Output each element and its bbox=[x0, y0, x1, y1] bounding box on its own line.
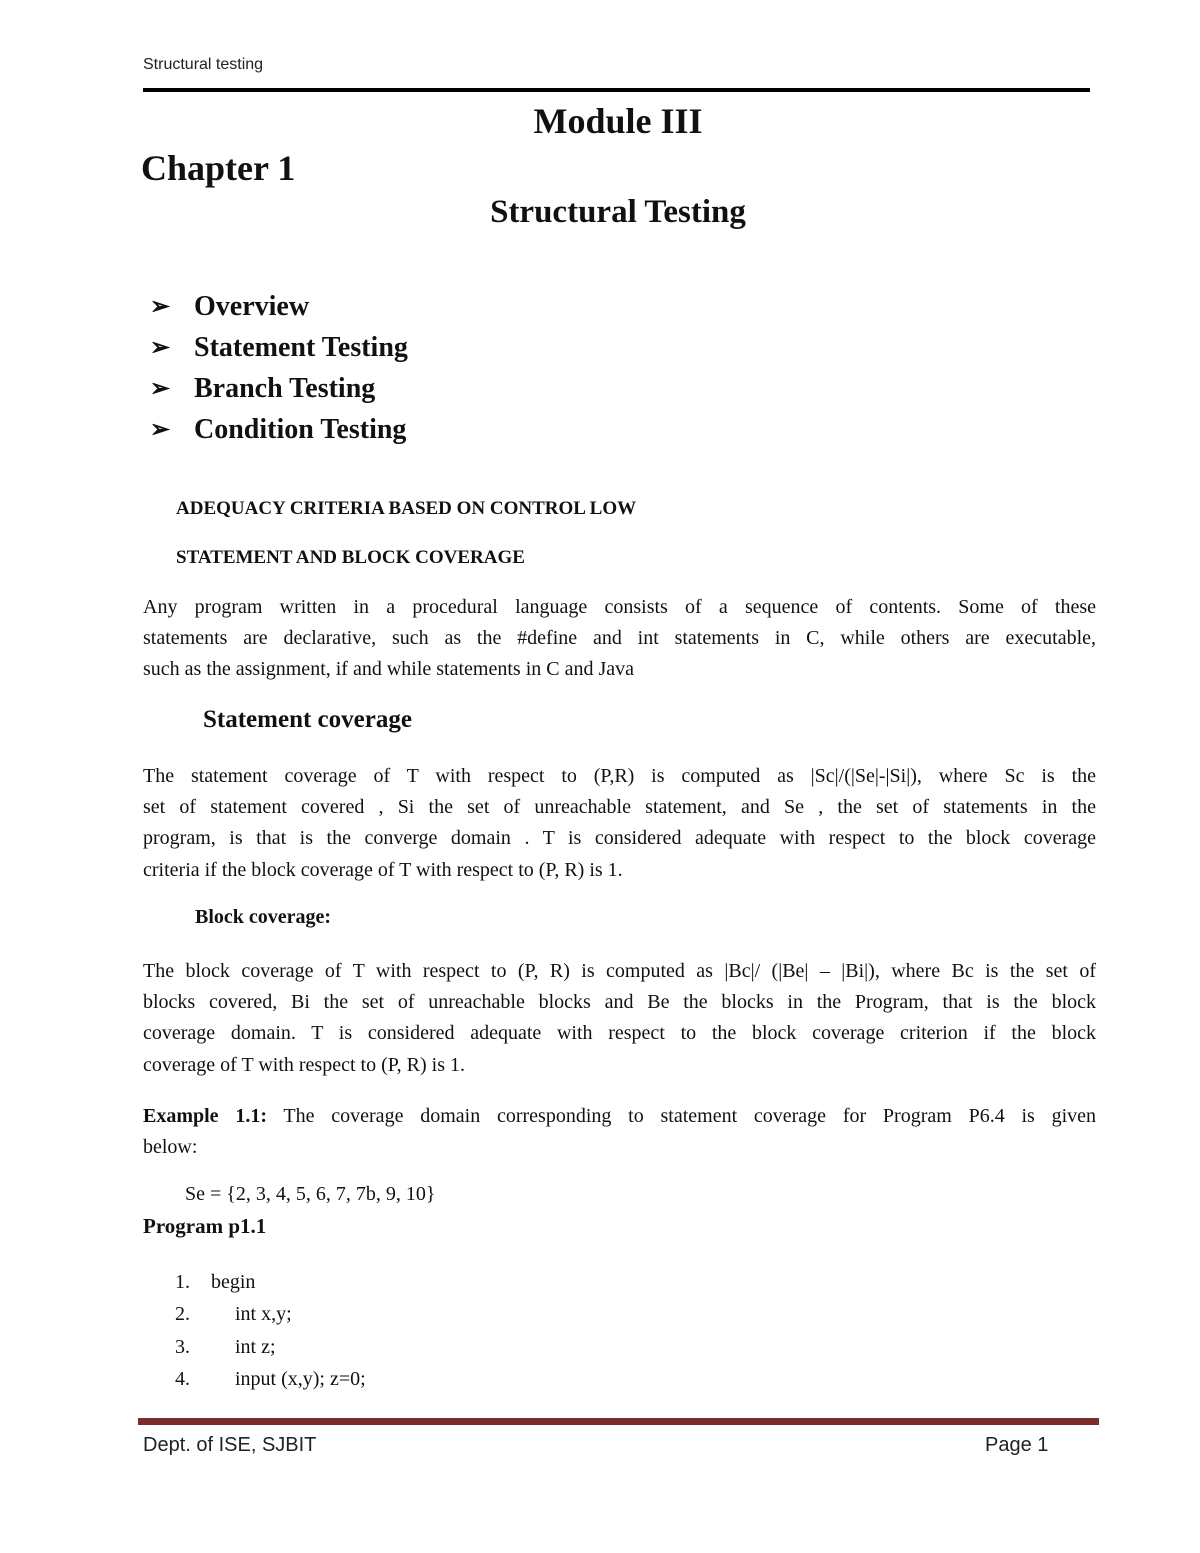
topic-label: Branch Testing bbox=[194, 373, 376, 404]
list-item bbox=[150, 411, 408, 452]
arrow-bullet-icon: ➢ bbox=[150, 294, 171, 320]
line-number: 1. bbox=[175, 1271, 190, 1293]
section-heading-criteria: ADEQUACY CRITERIA BASED ON CONTROL LOW bbox=[176, 498, 637, 519]
paragraph-line: coverage of T with respect to (P, R) is 1. bbox=[143, 1053, 465, 1076]
list-item bbox=[150, 329, 408, 370]
line-number: 3. bbox=[175, 1335, 190, 1358]
arrow-bullet-icon: ➢ bbox=[150, 376, 171, 402]
example-label: Example 1.1: bbox=[143, 1105, 267, 1127]
arrow-bullet-icon: ➢ bbox=[150, 417, 171, 443]
header-rule bbox=[143, 88, 1090, 92]
paragraph-line: The block coverage of T with respect to (P, R) is computed as |Bc|/ (|Be| – |Bi|), where Bc is the set of bbox=[143, 960, 1096, 982]
paragraph-line: criteria if the block coverage of T with respect to (P, R) is 1. bbox=[143, 858, 623, 881]
paragraph-line: Any program written in a procedural language consists of a sequence of contents. Some of these bbox=[143, 596, 1096, 618]
module-title: Module III bbox=[533, 101, 703, 141]
topic-list bbox=[150, 288, 408, 452]
paragraph-line: statements are declarative, such as the #define and int statements in C, while others are executable, bbox=[143, 627, 1096, 650]
section-heading-coverage: STATEMENT AND BLOCK COVERAGE bbox=[176, 547, 525, 568]
paragraph-line: such as the assignment, if and while statements in C and Java bbox=[143, 658, 635, 681]
arrow-bullet-icon: ➢ bbox=[150, 335, 171, 361]
line-number: 4. bbox=[175, 1367, 190, 1390]
statement-coverage-paragraph bbox=[143, 761, 1096, 886]
code-line bbox=[175, 1266, 366, 1298]
code-text: int x,y; bbox=[235, 1303, 292, 1326]
chapter-title: Chapter 1 bbox=[141, 148, 296, 188]
topic-label: Condition Testing bbox=[194, 414, 407, 445]
paragraph-line: below: bbox=[143, 1136, 198, 1159]
program-listing bbox=[175, 1266, 366, 1395]
block-coverage-paragraph bbox=[143, 956, 1096, 1081]
statement-coverage-heading: Statement coverage bbox=[203, 706, 412, 733]
paragraph-line: blocks covered, Bi the set of unreachable blocks and Be the blocks in the Program, that is the block bbox=[143, 991, 1096, 1014]
list-item bbox=[150, 370, 408, 411]
paragraph-line: The statement coverage of T with respect to (P,R) is computed as |Sc|/(|Se|-|Si|), where Sc is the bbox=[143, 765, 1096, 787]
footer-rule bbox=[138, 1418, 1099, 1425]
list-item bbox=[150, 288, 408, 329]
code-text: int z; bbox=[235, 1335, 276, 1358]
line-number: 2. bbox=[175, 1303, 190, 1326]
topic-label: Overview bbox=[194, 291, 310, 322]
program-title: Program p1.1 bbox=[143, 1214, 267, 1238]
paragraph-line: set of statement covered , Si the set of unreachable statement, and Se , the set of statements in the bbox=[143, 796, 1096, 819]
example-text: The coverage domain corresponding to statement coverage for Program P6.4 is given bbox=[267, 1105, 1097, 1127]
code-text: input (x,y); z=0; bbox=[235, 1367, 366, 1390]
footer-department: Dept. of ISE, SJBIT bbox=[143, 1434, 317, 1456]
running-header: Structural testing bbox=[143, 56, 264, 73]
code-line bbox=[175, 1331, 366, 1363]
footer-page-number: Page 1 bbox=[985, 1434, 1049, 1456]
code-line bbox=[175, 1363, 366, 1395]
code-text: begin bbox=[211, 1271, 256, 1293]
topic-label: Statement Testing bbox=[194, 332, 408, 363]
page-title: Structural Testing bbox=[490, 194, 746, 230]
example-paragraph bbox=[143, 1101, 1096, 1163]
intro-paragraph bbox=[143, 592, 1096, 686]
paragraph-line bbox=[143, 1101, 1096, 1132]
paragraph-line: program, is that is the converge domain . T is considered adequate with respect to the block coverage bbox=[143, 827, 1096, 850]
paragraph-line: coverage domain. T is considered adequate with respect to the block coverage criterion if the block bbox=[143, 1022, 1096, 1045]
coverage-domain-set: Se = {2, 3, 4, 5, 6, 7, 7b, 9, 10} bbox=[185, 1183, 436, 1205]
code-line bbox=[175, 1298, 366, 1330]
block-coverage-heading: Block coverage: bbox=[195, 906, 332, 928]
